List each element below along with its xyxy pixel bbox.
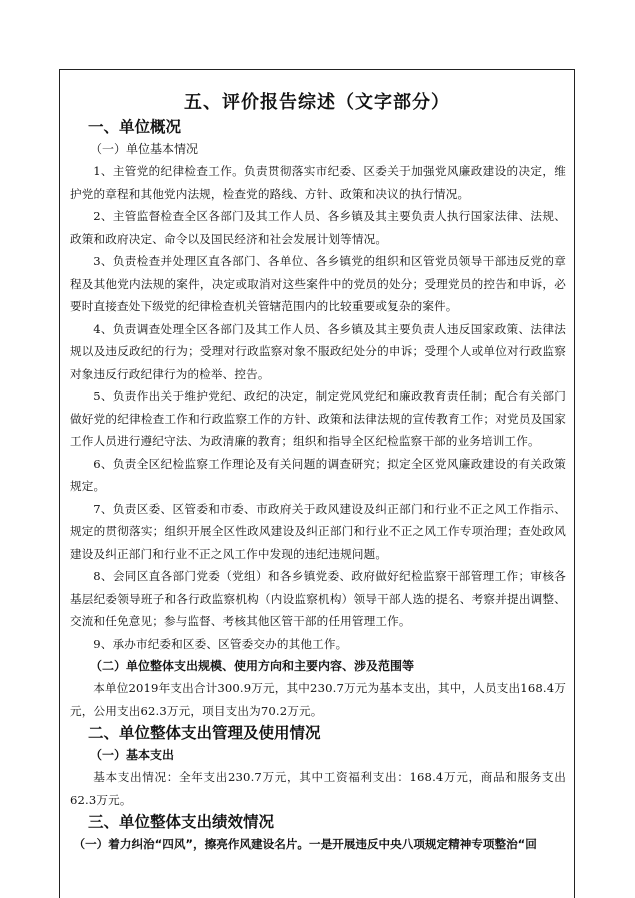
page-title: 五、评价报告综述（文字部分） <box>184 92 450 113</box>
section-3-heading: 三、单位整体支出绩效情况 <box>88 813 275 831</box>
duty-item-7: 7、负责区委、区管委和市委、市政府关于政风建设及纠正部门和行业不正之风工作指示、规定的贯彻落实；组织开展全区性政风建设及纠正部门和行业不正之风工作专项治理；查处政风建设及纠正部门和行业不正之风工作中发现的违纪违规问题。 <box>70 501 566 561</box>
duty-item-3: 3、负责检查并处理区直各部门、各单位、各乡镇党的组织和区管党员领导干部违反党的章程及其他党内法规的案件，决定或取消对这些案件中的党员的处分；受理党员的控告和申诉，必要时直接查处下级党的纪律检查机关管辖范围内的比较重要或复杂的案件。 <box>70 254 566 313</box>
section-2-heading: 二、单位整体支出管理及使用情况 <box>88 724 321 742</box>
section-1-heading: 一、单位概况 <box>88 118 182 136</box>
duty-item-5: 5、负责作出关于维护党纪、政纪的决定，制定党风党纪和廉政教育责任制；配合有关部门做好党的纪律检查工作和行政监察工作的方针、政策和法律法规的宣传教育工作；对党员及国家工作人员进行遵纪守法、为政清廉的教育；组织和指导全区纪检监察干部的业务培训工作。 <box>70 389 566 448</box>
report-body <box>70 116 566 856</box>
duty-item-4: 4、负责调查处理全区各部门及其工作人员、各乡镇及其主要负责人违反国家政策、法律法规以及违反政纪的行为；受理对行政监察对象不服政纪处分的申诉；受理个人或单位对行政监察对象违反行政纪律行为的检举、控告。 <box>70 321 566 381</box>
duty-item-6: 6、负责全区纪检监察工作理论及有关问题的调查研究；拟定全区党风廉政建设的有关政策规定。 <box>70 456 566 493</box>
spending-summary: 本单位2019年支出合计300.9万元，其中230.7万元为基本支出，其中，人员支出168.4万元，公用支出62.3万元，项目支出为70.2万元。 <box>70 681 566 718</box>
section-1-sub-2: （二）单位整体支出规模、使用方向和主要内容、涉及范围等 <box>90 659 415 673</box>
basic-spending-text: 基本支出情况：全年支出230.7万元，其中工资福利支出：168.4万元，商品和服务支出62.3万元。 <box>70 770 566 807</box>
performance-text: （一）着力纠治“四风”，擦亮作风建设名片。一是开展违反中央八项规定精神专项整治“回 <box>73 837 537 851</box>
report-frame <box>59 69 575 898</box>
section-1-sub-1: （一）单位基本情况 <box>90 142 199 156</box>
section-2-sub-1: （一）基本支出 <box>90 748 175 762</box>
duty-item-2: 2、主管监督检查全区各部门及其工作人员、各乡镇及其主要负责人执行国家法律、法规、政策和政府决定、命令以及国民经济和社会发展计划等情况。 <box>70 209 566 246</box>
duty-item-9: 9、承办市纪委和区委、区管委交办的其他工作。 <box>93 636 348 651</box>
duty-item-8: 8、会同区直各部门党委（党组）和各乡镇党委、政府做好纪检监察干部管理工作；审核各基层纪委领导班子和各行政监察机构（内设监察机构）领导干部人选的提名、考察并提出调整、交流和任免意见；参与监督、考核其他区管干部的任用管理工作。 <box>70 569 566 628</box>
duty-item-1: 1、主管党的纪律检查工作。负责贯彻落实市纪委、区委关于加强党风廉政建设的决定，维护党的章程和其他党内法规，检查党的路线、方针、政策和决议的执行情况。 <box>70 164 566 201</box>
